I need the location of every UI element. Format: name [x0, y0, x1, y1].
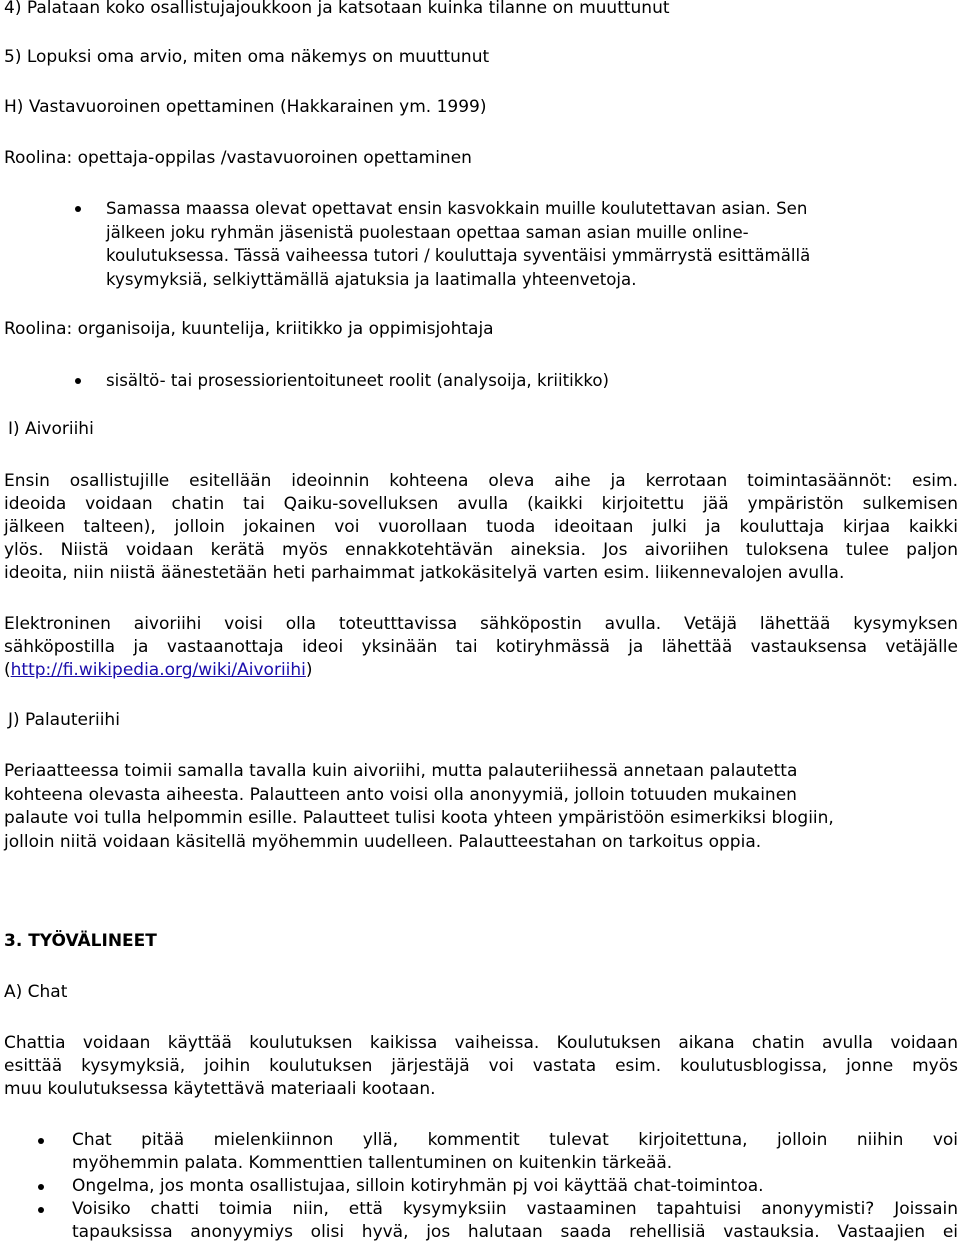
- aivoriihi-paragraph-1: [4, 470, 958, 585]
- text-line: esittää kysymyksiä, joihin koulutuksen järjestäjä voi vastata esim. koulutusblogissa, jonne myös: [4, 1056, 958, 1076]
- text-line: palaute voi tulla helpommin esille. Palautteet tulisi koota yhteen ympäristöön esimerkiksi blogiin,: [4, 808, 834, 828]
- paren-close: ): [305, 660, 313, 680]
- roles-line-1: Roolina: opettaja-oppilas /vastavuoroinen opettaminen: [4, 148, 472, 168]
- text-line: Ensin osallistujille esitellään ideoinnin kohteena oleva aihe ja kerrotaan toimintasäännöt: esim.: [4, 471, 958, 491]
- text-line: jälkeen talteen), jolloin jokainen voi vuorollaan tuoda ideoitaan julki ja kouluttaja kirjaa kaikki: [4, 517, 958, 537]
- palaute-paragraph: [4, 760, 834, 854]
- chat-bullet-list: [0, 1129, 958, 1244]
- bullet-text-line: koulutuksessa. Tässä vaiheessa tutori / kouluttaja syventäisi ymmärrystä esittämällä: [106, 246, 811, 265]
- bullet-icon: [38, 1207, 44, 1213]
- text-line: Periaatteessa toimii samalla tavalla kuin aivoriihi, mutta palauteriihessä annetaan palautetta: [4, 761, 798, 781]
- bullet-list-h: [0, 197, 936, 291]
- bullet-text-line: Voisiko chatti toimia niin, että kysymyksiin vastaaminen tapahtuisi anonyymisti? Joissain: [72, 1199, 958, 1219]
- wikipedia-link[interactable]: http://fi.wikipedia.org/wiki/Aivoriihi: [10, 660, 306, 680]
- bullet-text-line: Ongelma, jos monta osallistujaa, silloin kotiryhmän pj voi käyttää chat-toimintoa.: [72, 1176, 764, 1196]
- chat-paragraph: [4, 1032, 958, 1101]
- bullet-icon: [38, 1138, 44, 1144]
- text-line: jolloin niitä voidaan käsitellä myöhemmin uudelleen. Palautteestahan on tarkoitus oppia.: [4, 831, 762, 852]
- text-line: kohteena olevasta aiheesta. Palautteen anto voisi olla anonyymiä, jolloin totuuden mukainen: [4, 784, 797, 805]
- bullet-text-line: kysymyksiä, selkiyttämällä ajatuksia ja laatimalla yhteenvetoja.: [106, 269, 637, 289]
- bullet-icon: [75, 206, 81, 212]
- heading-i: I) Aivoriihi: [8, 419, 94, 439]
- bullet-text-line: Samassa maassa olevat opettavat ensin kasvokkain muille koulutettavan asian. Sen: [106, 199, 808, 218]
- bullet-text: sisältö- tai prosessiorientoituneet roolit (analysoija, kriitikko): [106, 371, 609, 390]
- bullet-text-line: myöhemmin palata. Kommenttien tallentuminen on kuitenkin tärkeää.: [72, 1153, 673, 1173]
- aivoriihi-paragraph-2: [4, 613, 958, 682]
- heading-h: H) Vastavuoroinen opettaminen (Hakkarainen ym. 1999): [4, 97, 487, 117]
- bullet-text-line: Chat pitää mielenkiinnon yllä, kommentit tulevat kirjoitettuna, jolloin niihin voi: [72, 1130, 958, 1150]
- reference-line: [4, 659, 958, 682]
- bullet-icon: [38, 1184, 44, 1190]
- paren-open: (: [4, 660, 11, 680]
- list-item: [0, 1198, 958, 1244]
- list-item: [0, 1129, 958, 1175]
- text-line: Elektroninen aivoriihi voisi olla toteutttavissa sähköpostin avulla. Vetäjä lähettää kysymyksen: [4, 614, 958, 634]
- bullet-icon: [75, 378, 81, 384]
- list-item: [0, 1175, 958, 1198]
- text-line: ideoita, niin niistä äänestetään heti parhaimmat jatkokäsitelyä varten esim. liikennevalojen avulla.: [4, 563, 845, 583]
- text-line: sähköpostilla ja vastaanottaja ideoi yksinään tai kotiryhmässä ja lähettää vastauksensa vetäjälle: [4, 637, 958, 657]
- bullet-text-line: jälkeen joku ryhmän jäsenistä puolestaan opettaa saman asian muille online-: [106, 222, 749, 242]
- text-line: ylös. Niistä voidaan kerätä myös ennakkotehtävän aineksia. Jos aivoriihen tuloksena tulee paljon: [4, 540, 958, 560]
- step-4-line: 4) Palataan koko osallistujajoukkoon ja katsotaan kuinka tilanne on muuttunut: [4, 0, 670, 18]
- bullet-list-roles: [0, 369, 936, 393]
- bullet-text-line: tapauksissa anonyymiys olisi hyvä, jos halutaan saada rehellisiä vastauksia. Vastaajien ei: [72, 1222, 958, 1242]
- text-line: ideoida voidaan chatin tai Qaiku-sovelluksen avulla (kaikki kirjoitettu jää ympäristön sulkemisen: [4, 494, 958, 514]
- list-item: [0, 369, 936, 393]
- roles-line-2: Roolina: organisoija, kuuntelija, kriitikko ja oppimisjohtaja: [4, 319, 494, 339]
- section-heading-tyovalineet: 3. TYÖVÄLINEET: [4, 931, 157, 951]
- heading-a-chat: A) Chat: [4, 982, 68, 1002]
- heading-j: J) Palauteriihi: [8, 710, 120, 730]
- text-line: muu koulutuksessa käytettävä materiaali kootaan.: [4, 1079, 436, 1099]
- text-line: Chattia voidaan käyttää koulutuksen kaikissa vaiheissa. Koulutuksen aikana chatin avulla voidaan: [4, 1033, 958, 1053]
- step-5-line: 5) Lopuksi oma arvio, miten oma näkemys on muuttunut: [4, 47, 490, 67]
- list-item: [0, 197, 936, 291]
